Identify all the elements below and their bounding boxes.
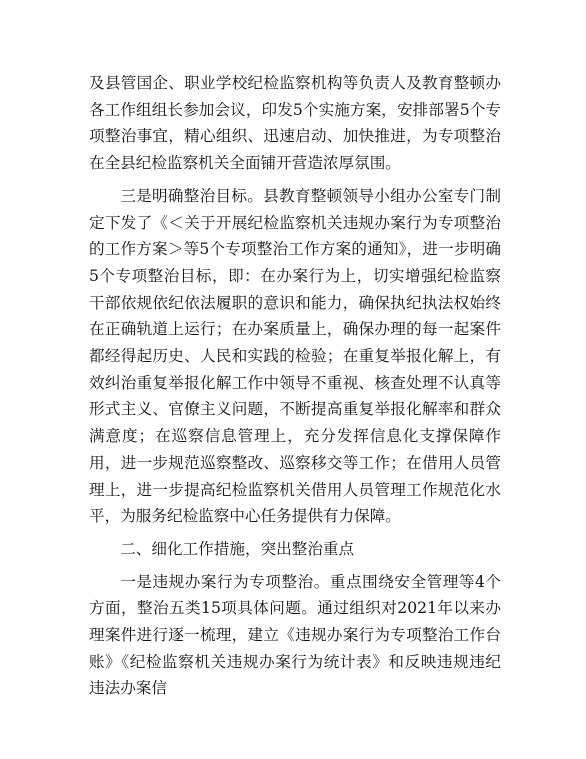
- section-heading: 二、细化工作措施，突出整治重点: [120, 539, 355, 558]
- paragraph-rectification: 一是违规办案行为专项整治。重点围绕安全管理等4个方面，整治五类15项具体问题。通过组织对2021年以来办理案件进行逐一梳理，建立《违规办案行为专项整治工作台账》《纪检监察机关违规办案行为统计表》和反映违规违纪违法办案信: [89, 572, 501, 698]
- paragraph-goals: 三是明确整治目标。县教育整顿领导小组办公室专门制定下发了《＜关于开展纪检监察机关违规办案行为专项整治的工作方案＞等5个专项整治工作方案的通知》，进一步明确5个专项整治目标，即：在办案行为上，切实增强纪检监察干部依规依纪依法履职的意识和能力，确保执纪执法权始终在正确轨道上运行；在办案质量上，确保办理的每一起案件都经得起历史、人民和实践的检验；在重复举报化解上，有效纠治重复举报化解工作中领导不重视、核查处理不认真等形式主义、官僚主义问题，不断提高重复举报化解率和群众满意度；在巡察信息管理上，充分发挥信息化支撑保障作用，进一步规范巡察整改、巡察移交等工作；在借用人员管理上，进一步提高纪检监察机关借用人员管理工作规范化水平，为服务纪检监察中心任务提供有力保障。: [89, 186, 501, 526]
- document-body: [89, 70, 501, 702]
- paragraph-meeting-summary: 及县管国企、职业学校纪检监察机构等负责人及教育整顿办各工作组组长参加会议，印发5个实施方案，安排部署5个专项整治事宜，精心组织、迅速启动、加快推进，为专项整治在全县纪检监察机关全面铺开营造浓厚氛围。: [89, 74, 501, 173]
